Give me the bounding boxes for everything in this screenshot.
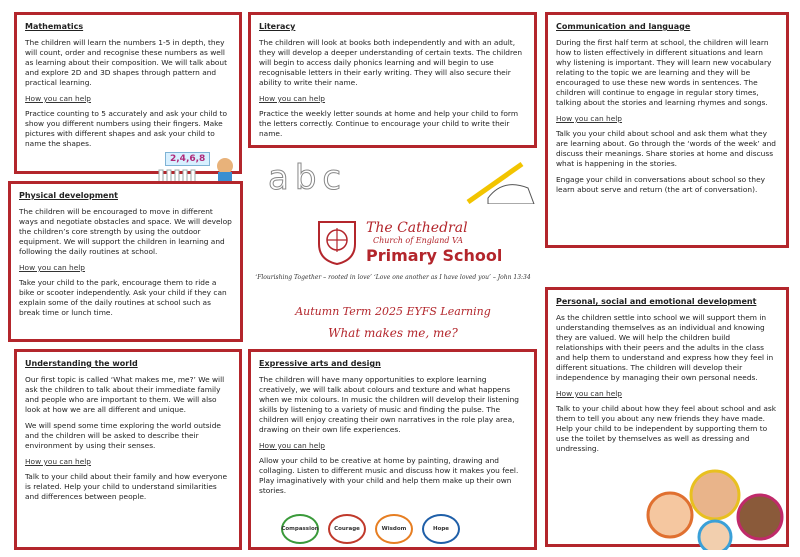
- school-logo-icon: [315, 218, 359, 266]
- panel-communication: [545, 12, 789, 248]
- mathematics-title: Mathematics: [25, 22, 84, 31]
- value-badge-compassion: Compassion: [281, 514, 319, 544]
- school-name-line2: Church of England VA: [373, 236, 464, 245]
- communication-help-text-2: Engage your child in conversations about school so they learn about serve and return (the art of conversation).: [556, 175, 766, 194]
- abc-letters: abc: [268, 158, 348, 198]
- school-name-line1: The Cathedral: [366, 220, 468, 236]
- school-name-line3: Primary School: [366, 246, 503, 265]
- center-header: [248, 152, 538, 342]
- physical-text: The children will be encouraged to move in different ways and negotiate obstacles and space. We will develop the children’s core strength by using the outdoor equipment. We will support the children in learning and following the daily routines at school.: [19, 207, 232, 256]
- pse-text: As the children settle into school we will support them in understanding themselves as an individual and knowing they are valued. We will help the children build relationships with their peers and the adults in the class and help them to understand and express how they feel in different situations. The children will develop their independence by managing their own personal needs.: [556, 313, 774, 382]
- children-faces-icon: [640, 445, 790, 550]
- panel-mathematics: [14, 12, 242, 174]
- term-title: Autumn Term 2025 EYFS Learning: [295, 305, 491, 318]
- value-badge-hope: Hope: [422, 514, 460, 544]
- communication-help-label: How you can help: [556, 114, 623, 123]
- panel-expressive-arts: [248, 349, 537, 550]
- expressive-help-label: How you can help: [259, 441, 326, 450]
- physical-title: Physical development: [19, 191, 118, 200]
- panel-understanding-world: [14, 349, 242, 550]
- literacy-help-text: Practice the weekly letter sounds at home and help your child to form the letters correctly. Continue to encourage your child to write their name.: [259, 109, 519, 138]
- communication-help-text-1: Talk you your child about school and ask them what they are learning about. Go through the ‘words of the week’ and discuss their meanings. Share stories at home and discuss what is happening in the stories.: [556, 129, 776, 168]
- panel-literacy: [248, 12, 537, 148]
- mathematics-help-text: Practice counting to 5 accurately and ask your child to show you different numbers using their fingers. Make pictures with different shapes and ask your child to name the shapes.: [25, 109, 227, 148]
- understanding-help-label: How you can help: [25, 457, 92, 466]
- pse-help-text: Talk to your child about how they feel about school and ask them to tell you about any new friends they have made. Help your child to be independent by supporting them to use the toilet by themselves as well as dressing and undressing.: [556, 404, 776, 453]
- physical-help-label: How you can help: [19, 263, 86, 272]
- expressive-text: The children will have many opportunities to explore learning creatively, we will talk about colours and texture and what happens when we mix colours. In music the children will develop their listening skills by listening to a variety of music and finding the pulse. The children will enjoy creating their own narratives in the role play area, drawing on their own life experiences.: [259, 375, 519, 434]
- panel-physical: [8, 181, 243, 342]
- understanding-help-text: Talk to your child about their family and how everyone is related. Help your child to understand similarities and differences between people.: [25, 472, 228, 501]
- understanding-text-1: Our first topic is called ‘What makes me, me?’ We will ask the children to talk about their immediate family and people who are important to them. We will also look at how we are all different and unique.: [25, 375, 225, 414]
- mathematics-text: The children will learn the numbers 1-5 in depth, they will count, order and recognise these numbers as well as learning about their composition. We will talk about and explore 2D and 3D shapes through pattern and practical learning.: [25, 38, 227, 87]
- mathematics-help-label: How you can help: [25, 94, 92, 103]
- understanding-title: Understanding the world: [25, 359, 138, 368]
- communication-text: During the first half term at school, the children will learn how to listen effectively in different situations and learn why listening is important. They will learn new vocabulary relating to the topic we are learning and they will be encouraged to use these new words in sentences. The children will continue to engage in regular story times, talking about the stories and learning rhymes and songs.: [556, 38, 772, 107]
- school-values-row: [281, 514, 460, 544]
- pse-help-label: How you can help: [556, 389, 623, 398]
- value-badge-courage: Courage: [328, 514, 366, 544]
- understanding-text-2: We will spend some time exploring the world outside and the children will be asked to describe their environment by using their senses.: [25, 421, 221, 450]
- pse-title: Personal, social and emotional development: [556, 297, 757, 306]
- communication-title: Communication and language: [556, 22, 691, 31]
- expressive-title: Expressive arts and design: [259, 359, 381, 368]
- literacy-text: The children will look at books both independently and with an adult, they will develop a deeper understanding of certain texts. The children will begin to access daily phonics learning and will begin to use recognisable letters in their early writing. They will also secure their ability to write their name.: [259, 38, 523, 87]
- topic-title: What makes me, me?: [328, 326, 458, 340]
- physical-help-text: Take your child to the park, encourage them to ride a bike or scooter independently. Ask your child if they can explain some of the daily routines at school such as break time or lunch time.: [19, 278, 227, 317]
- school-motto: ‘Flourishing Together – rooted in love’ ‘Love one another as I have loved you’ – John 13:34: [255, 274, 531, 281]
- literacy-help-label: How you can help: [259, 94, 326, 103]
- literacy-title: Literacy: [259, 22, 296, 31]
- numbers-label: 2,4,6,8: [165, 152, 210, 166]
- numbers-illustration: [155, 152, 245, 182]
- value-badge-wisdom: Wisdom: [375, 514, 413, 544]
- expressive-help-text: Allow your child to be creative at home by painting, drawing and collaging. Listen to different music and discuss how it makes you feel. Play imaginatively with your child and help them make up their own stories.: [259, 456, 519, 495]
- fence-icon: [155, 152, 245, 182]
